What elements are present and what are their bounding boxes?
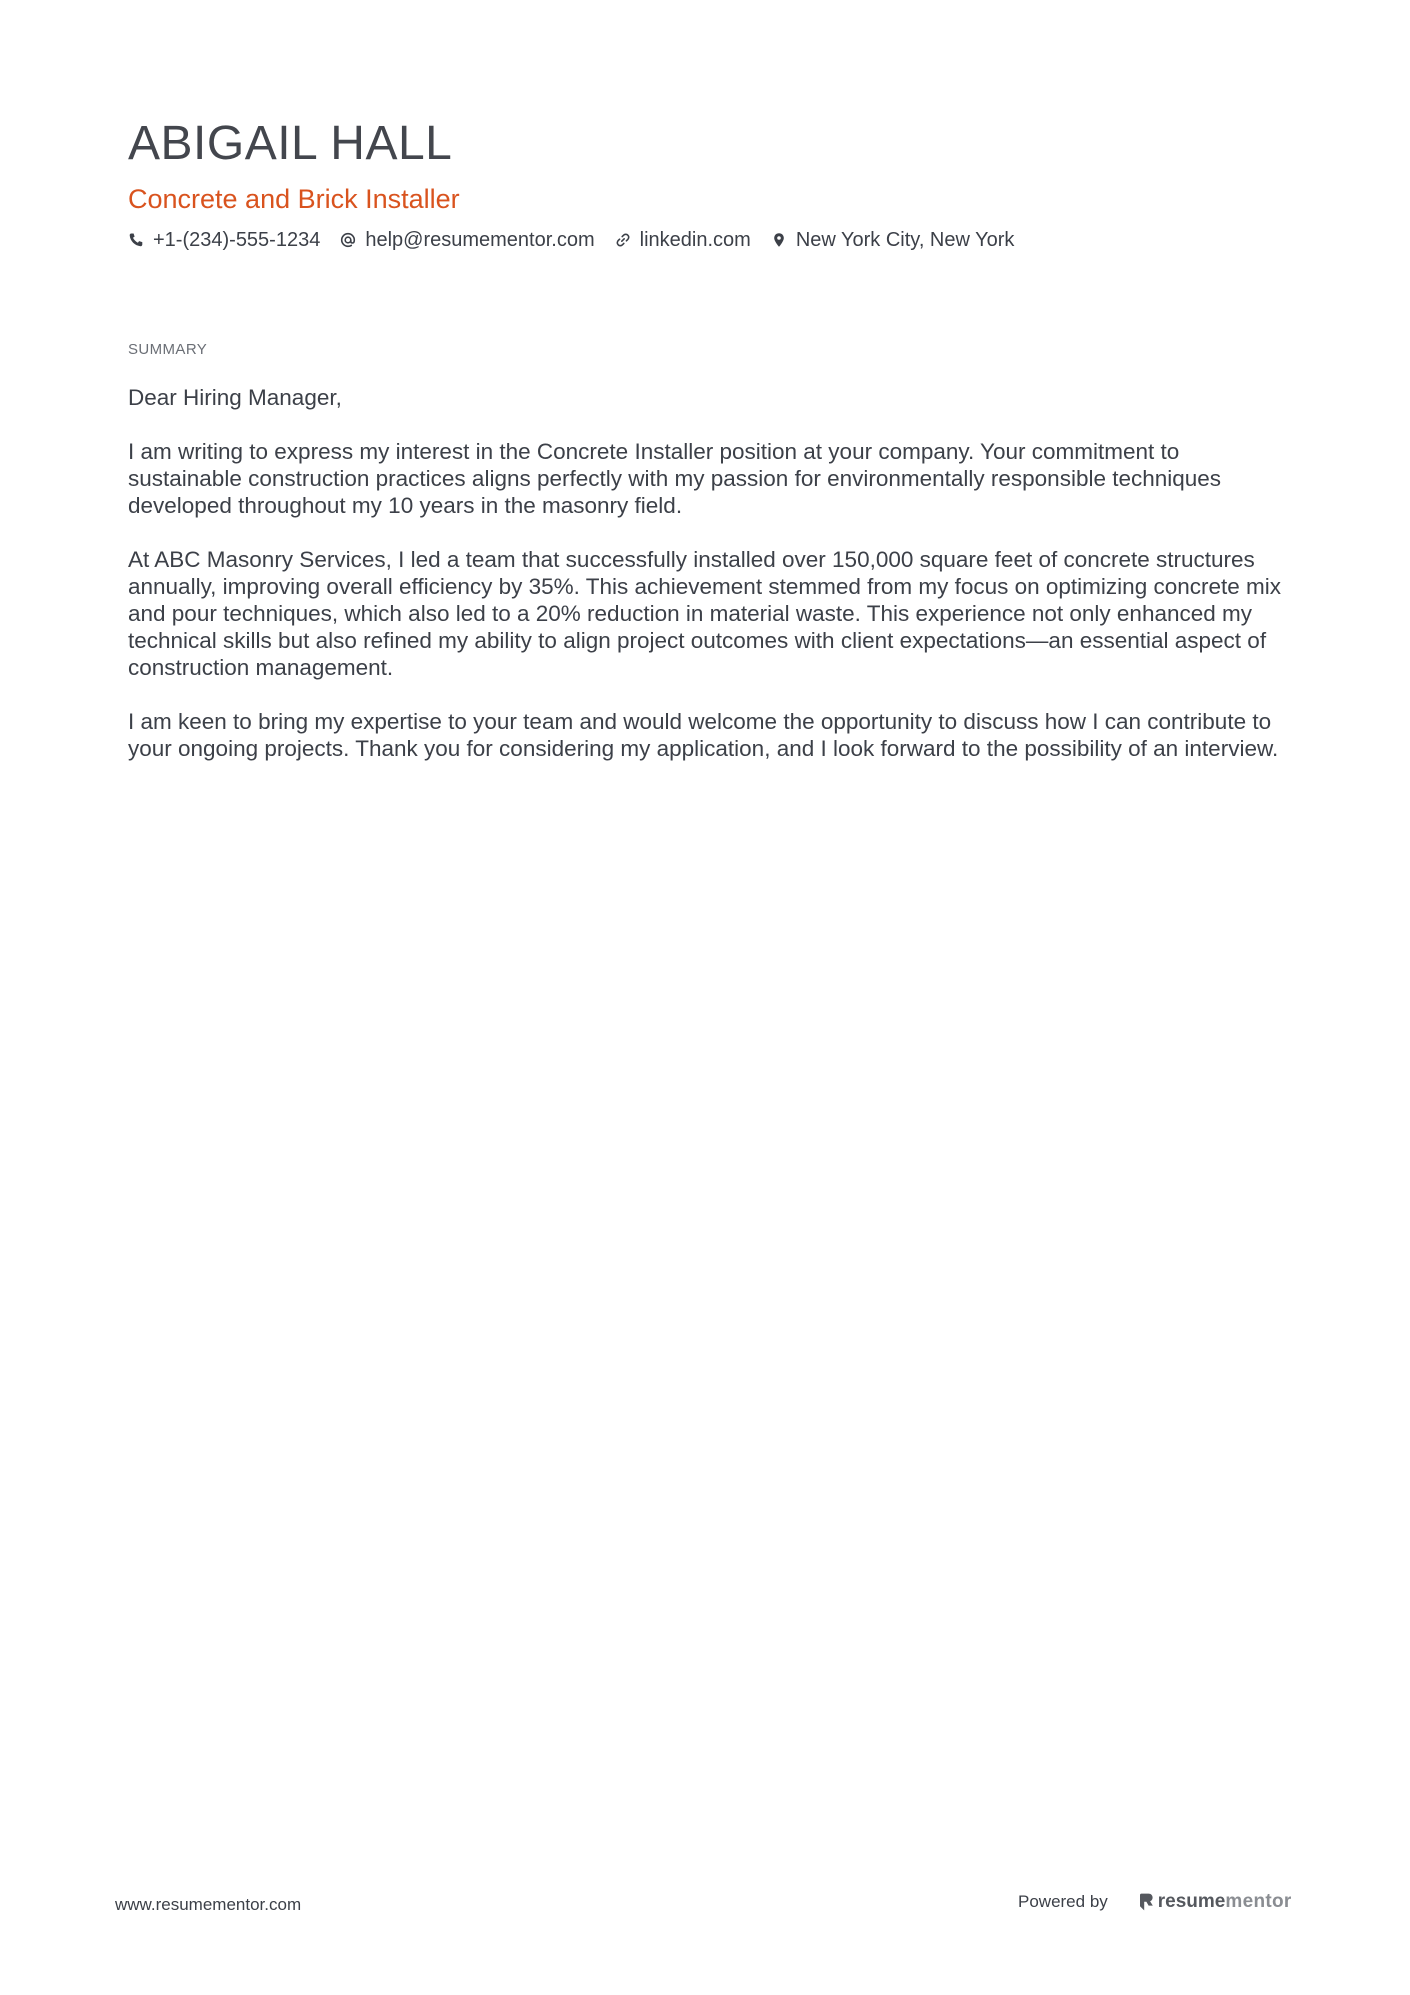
powered-by-label: Powered by [1018,1892,1108,1911]
contact-location-text: New York City, New York [795,228,1015,251]
paragraph-experience: At ABC Masonry Services, I led a team that successfully installed over 150,000 square feet of concrete structures annually, improving overall efficiency by 35%. This achievement stemmed from my focus on optimizing concrete mix and pour techniques, which also led to a 20% reduction in material waste. This experience not only enhanced my technical skills but also refined my ability to align project outcomes with client expectations—an essential aspect of construction management. [128,547,1281,680]
at-icon [340,232,356,248]
contact-phone [128,229,320,252]
location-pin-icon [771,232,787,248]
contact-linkedin [615,229,751,252]
paragraph-closing: I am keen to bring my expertise to your team and would welcome the opportunity to discuss how I can contribute to your ongoing projects. Thank you for considering my application, and I look forward to the possibility of an interview. [128,709,1279,761]
contact-bar [128,226,1034,254]
paragraph-intro: I am writing to express my interest in the Concrete Installer position at your company. Your commitment to sustainable construction practices aligns perfectly with my passion for environmentally responsible techniques developed throughout my 10 years in the masonry field. [128,439,1222,518]
logo-text-resume: resume [1157,1891,1226,1912]
applicant-name: ABIGAIL HALL [128,117,453,170]
contact-linkedin-text: linkedin.com [639,228,751,251]
contact-location [771,229,1015,252]
contact-phone-text: +1-(234)-555-1234 [153,228,321,251]
powered-by [1018,1891,1292,1913]
phone-icon [128,232,144,248]
logo-text-mentor: mentor [1225,1891,1292,1912]
resumementor-logo-icon [1138,1892,1154,1912]
contact-email [340,229,594,252]
link-icon [615,232,631,248]
greeting: Dear Hiring Manager, [128,385,342,410]
resumementor-logo[interactable] [1138,1891,1292,1913]
job-title: Concrete and Brick Installer [128,184,460,214]
summary-heading: SUMMARY [128,341,208,358]
footer-website-link[interactable]: www.resumementor.com [115,1895,302,1914]
letter-body [128,384,1288,789]
contact-email-text: help@resumementor.com [365,228,595,251]
